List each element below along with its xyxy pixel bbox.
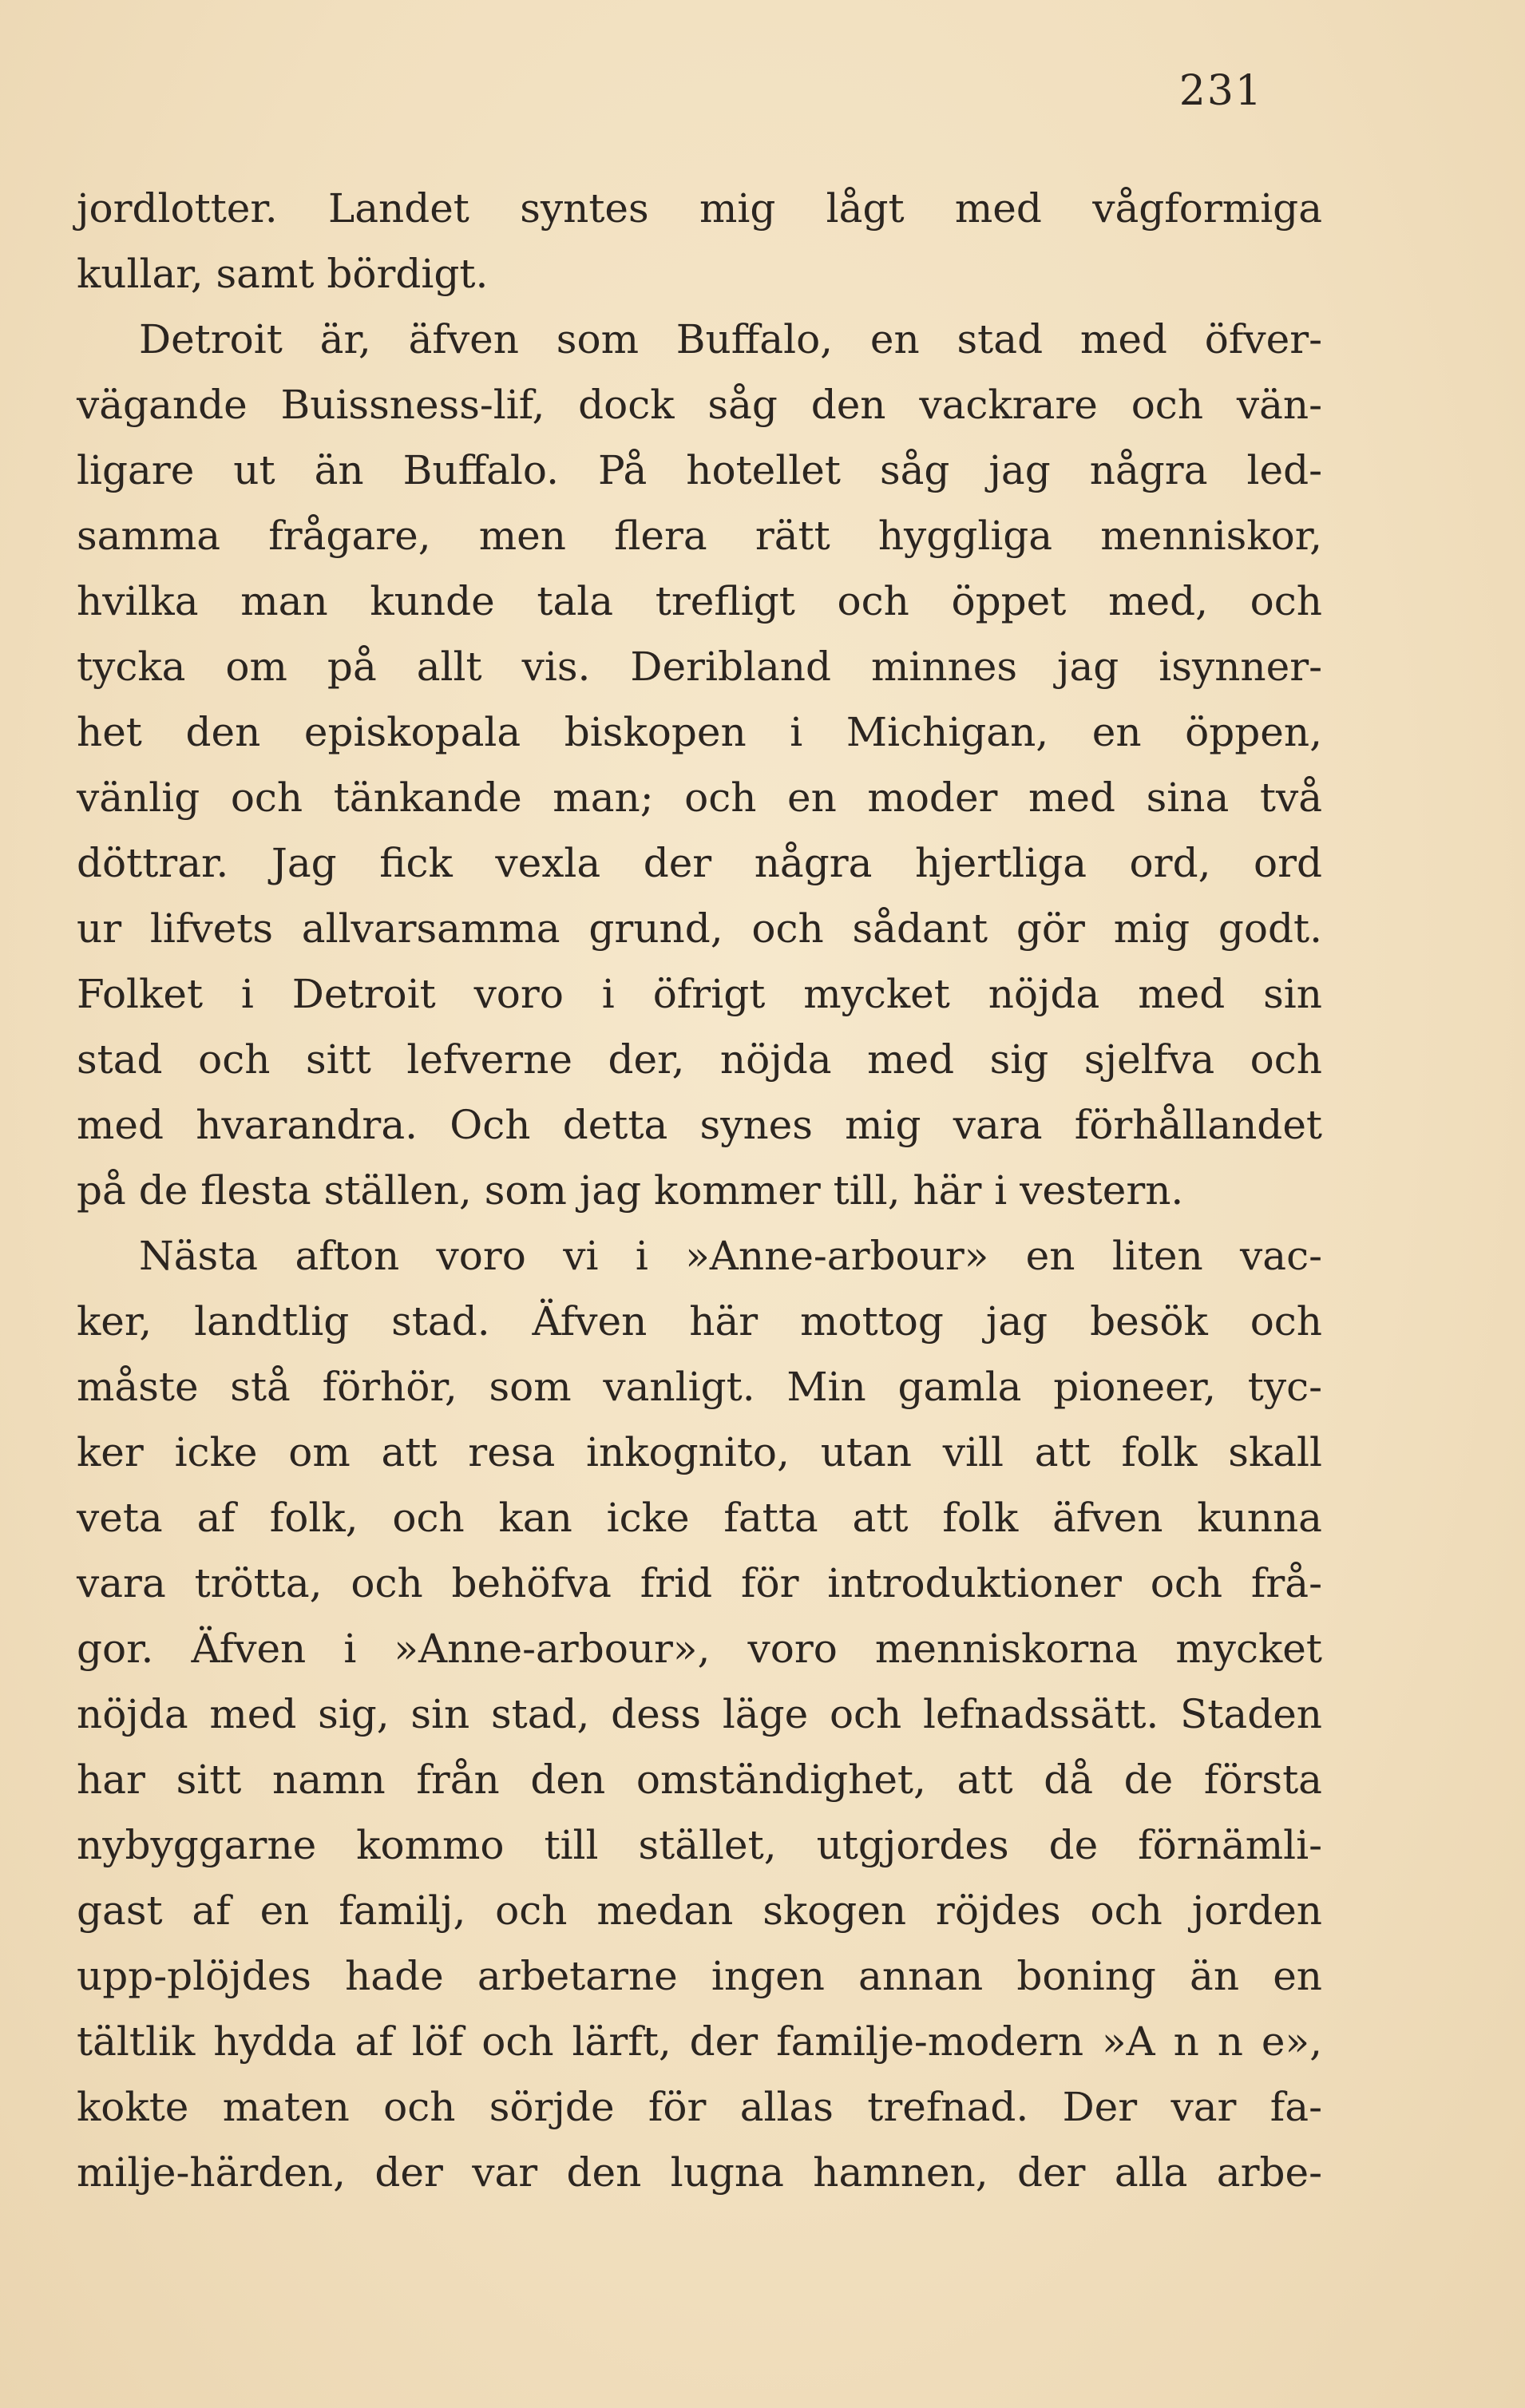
text-line: tycka om på allt vis. Deribland minnes jag isynner-: [77, 644, 1322, 690]
text-line: jordlotter. Landet syntes mig lågt med vågformiga: [77, 185, 1322, 232]
body-text: [77, 176, 1322, 2205]
text-line: ur lifvets allvarsamma grund, och sådant gör mig godt.: [77, 905, 1322, 952]
text-line: Detroit är, äfven som Buffalo, en stad med öfver-: [139, 316, 1322, 362]
text-line: samma frågare, men flera rätt hyggliga menniskor,: [77, 513, 1322, 559]
text-line: upp-plöjdes hade arbetarne ingen annan boning än en: [77, 1953, 1322, 1999]
text-line: gor. Äfven i »Anne-arbour», voro menniskorna mycket: [77, 1626, 1322, 1672]
text-line: vänlig och tänkande man; och en moder med sina två: [77, 774, 1322, 821]
text-line: tältlik hydda af löf och lärft, der familje-modern »A n n e»,: [77, 2018, 1322, 2065]
text-line: nybyggarne kommo till stället, utgjordes de förnämli-: [77, 1822, 1322, 1868]
text-line: med hvarandra. Och detta synes mig vara förhållandet: [77, 1102, 1322, 1148]
text-line: gast af en familj, och medan skogen röjdes och jorden: [77, 1887, 1322, 1934]
text-line: ker, landtlig stad. Äfven här mottog jag besök och: [77, 1298, 1322, 1345]
text-line: måste stå förhör, som vanligt. Min gamla pioneer, tyc-: [77, 1364, 1322, 1410]
text-line: Nästa afton voro vi i »Anne-arbour» en liten vac-: [139, 1233, 1322, 1279]
text-line: vägande Buissness-lif, dock såg den vackrare och vän-: [77, 382, 1322, 428]
text-line: Folket i Detroit voro i öfrigt mycket nöjda med sin: [77, 971, 1322, 1017]
text-line: döttrar. Jag fick vexla der några hjertliga ord, ord: [77, 840, 1322, 886]
text-line: har sitt namn från den omständighet, att då de första: [77, 1756, 1322, 1803]
page-number: 231: [1178, 67, 1263, 115]
text-line: vara trötta, och behöfva frid för introduktioner och frå-: [77, 1560, 1322, 1606]
text-line: hvilka man kunde tala trefligt och öppet med, och: [77, 578, 1322, 624]
text-line: stad och sitt lefverne der, nöjda med sig sjelfva och: [77, 1036, 1322, 1083]
text-line: kokte maten och sörjde för allas trefnad. Der var fa-: [77, 2084, 1322, 2130]
text-line: veta af folk, och kan icke fatta att folk äfven kunna: [77, 1495, 1322, 1541]
text-line: kullar, samt bördigt.: [77, 251, 489, 297]
text-line: på de flesta ställen, som jag kommer till, här i vestern.: [77, 1167, 1184, 1214]
text-line: ker icke om att resa inkognito, utan vill att folk skall: [77, 1429, 1322, 1475]
text-line: het den episkopala biskopen i Michigan, en öppen,: [77, 709, 1322, 755]
text-line: ligare ut än Buffalo. På hotellet såg jag några led-: [77, 447, 1322, 493]
text-line: milje-härden, der var den lugna hamnen, der alla arbe-: [77, 2149, 1322, 2196]
text-line: nöjda med sig, sin stad, dess läge och lefnadssätt. Staden: [77, 1691, 1322, 1737]
